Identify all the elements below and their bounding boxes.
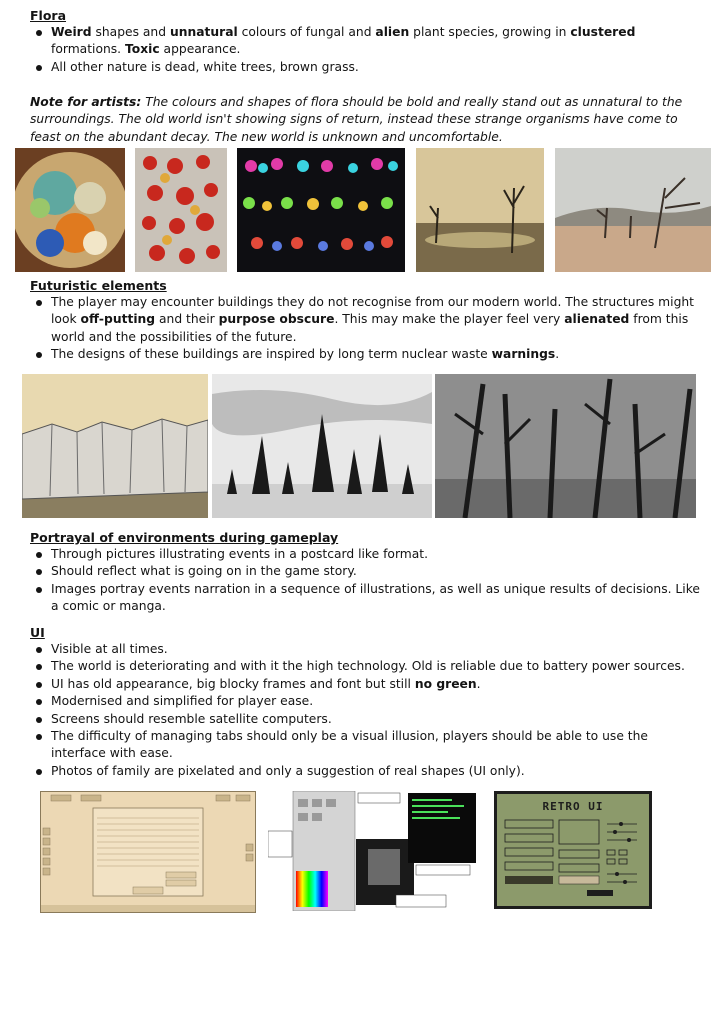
list-item: Weird shapes and unnatural colours of fungal and alien plant species, growing in clustered formations. Toxic appearance. [30,24,700,59]
ui-heading: UI [30,625,45,640]
red-plants-image [135,148,227,272]
list-item: All other nature is dead, white trees, brown grass. [30,59,700,76]
list-item: Images portray events narration in a sequence of illustrations, as well as unique results of decisions. Like a comic or manga. [30,581,700,616]
retro-ui-mockup [494,791,652,909]
list-item: The difficulty of managing tabs should only be a visual illusion, players should be able to use the interface with ease. [30,728,700,763]
dead-trees-lake-image [416,148,544,272]
ui-list [30,641,700,780]
futuristic-heading: Futuristic elements [30,278,167,293]
portrayal-list [30,546,700,616]
beige-ui-mockup-image [40,791,256,913]
list-item: Modernised and simplified for player ease. [30,693,700,710]
portrayal-heading: Portrayal of environments during gameplay [30,530,339,545]
list-item: Photos of family are pixelated and only a suggestion of real shapes (UI only). [30,763,700,780]
list-item: UI has old appearance, big blocky frames and font but still no green. [30,676,700,693]
list-item: The designs of these buildings are inspired by long term nuclear waste warnings. [30,346,700,363]
concrete-wall-image [22,374,208,518]
list-item: Should reflect what is going on in the game story. [30,563,700,580]
list-item: Screens should resemble satellite computers. [30,711,700,728]
list-item: Through pictures illustrating events in a postcard like format. [30,546,700,563]
neon-flora-image [237,148,405,272]
list-item: Visible at all times. [30,641,700,658]
flora-heading: Flora [30,8,67,23]
flora-list [30,24,700,76]
retro-ui-controls [497,814,649,904]
collage-ui-reference-image [268,791,480,911]
artist-note: Note for artists: The colours and shapes of flora should be bold and really stand out as unnatural to the surroundings. The old world isn't showing signs of return, instead these strange organisms have come to feast on the abundant decay. The new world is unknown and uncomfortable. [30,95,683,144]
list-item: The world is deteriorating and with it the high technology. Old is reliable due to battery power sources. [30,658,700,675]
futuristic-list [30,294,700,364]
thorn-forest-image [435,374,696,518]
spike-field-image [212,374,432,518]
dead-tree-desert-image [555,148,711,272]
retro-ui-title: RETRO UI [542,800,604,813]
list-item: The player may encounter buildings they do not recognise from our modern world. The structures might look off-putting and their purpose obscure. This may make the player feel very alienated from this world and the possibilities of the future. [30,294,700,346]
fungal-petri-image [15,148,125,272]
